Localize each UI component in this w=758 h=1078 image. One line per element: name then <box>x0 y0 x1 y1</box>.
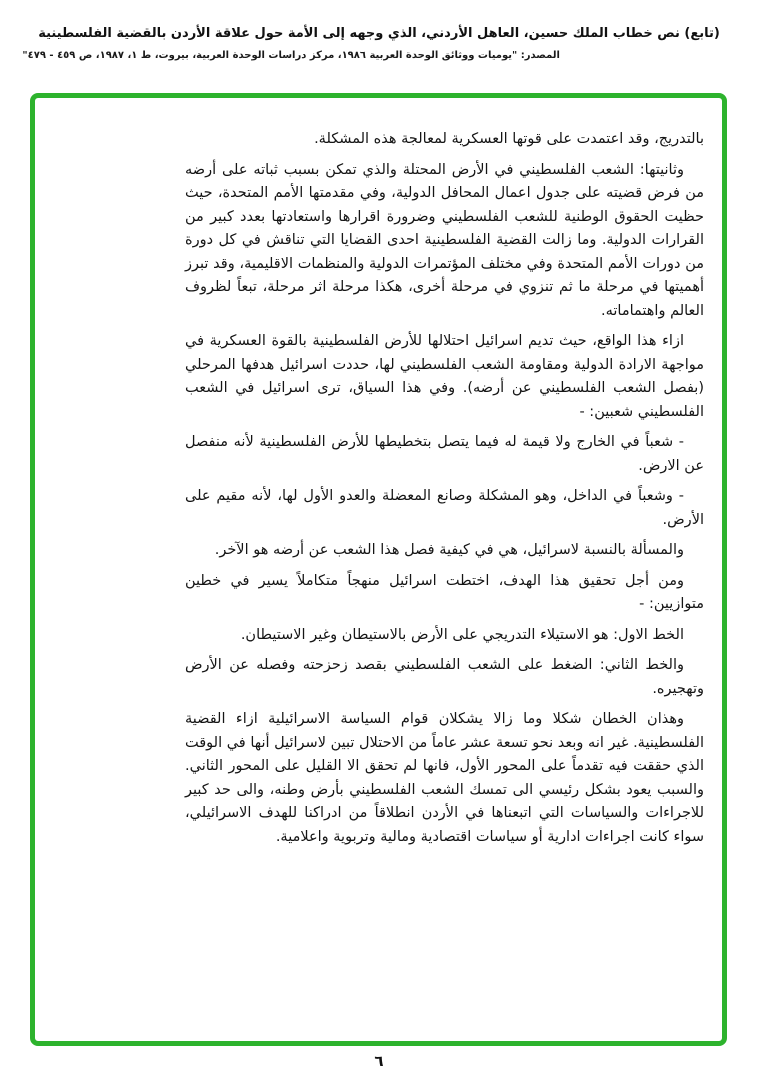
paragraph: الخط الاول: هو الاستيلاء التدريجي على الأرض بالاستيطان وغير الاستيطان. <box>240 626 684 643</box>
paragraph: وثانيتها: الشعب الفلسطيني في الأرض المحتلة والذي تمكن بسبب ثباته على أرضه من فرض قضيته على جدول اعمال المحافل الدولية، وفي مقدمتها الأمم المتحدة، حيث حظيت الحقوق الوطنية للشعب الفلسطيني وضرورة اقرارها واستعادتها بعدد كبير من القرارات الدولية. وما زالت القضية الفلسطينية احدى القضايا التي تناقش في كل دورة من دورات الأمم المتحدة وفي مختلف المؤتمرات الدولية والمنظمات الاقليمية، وقد تبرز أهميتها في مرحلة ما ثم تنزوي في مرحلة أخرى، هكذا مرحلة اثر مرحلة، تبعاً لظروف العالم واهتماماته. <box>185 161 704 319</box>
document-title: (تابع) نص خطاب الملك حسين، العاهل الأردني، الذي وجهه إلى الأمة حول علاقة الأردن بالقضية الفلسطينية <box>38 26 720 41</box>
paragraph: والمسألة بالنسبة لاسرائيل، هي في كيفية فصل هذا الشعب عن أرضه هو الآخر. <box>214 542 684 558</box>
source-citation: المصدر: "يوميات ووثائق الوحدة العربية ١٩٨٦، مركز دراسات الوحدة العربية، بيروت، ط ١، ١٩٨٧، ص ٤٥٩ - ٤٧٩" <box>22 50 560 61</box>
paragraph-list-item: - شعباً في الخارج ولا قيمة له فيما يتصل بتخطيطها للأرض الفلسطينية لأنه منفصل عن الارض. <box>185 434 704 474</box>
page-header <box>0 0 758 61</box>
paragraph-continuation: بالتدريج، وقد اعتمدت على قوتها العسكرية لمعالجة هذه المشكلة. <box>314 131 704 147</box>
content-border-box <box>30 93 727 1046</box>
body-text <box>35 98 722 849</box>
page-footer <box>0 1052 758 1070</box>
paragraph: ازاء هذا الواقع، حيث تديم اسرائيل احتلالها للأرض الفلسطينية بالقوة العسكرية في مواجهة الارادة الدولية ومقاومة الشعب الفلسطيني لها، حددت اسرائيل هدفها المرحلي (بفصل الشعب الفلسطيني عن أرضه). وفي هذا السياق، ترى اسرائيل في الشعب الفلسطيني شعبين: - <box>185 333 704 420</box>
paragraph-list-item: - وشعباً في الداخل، وهو المشكلة وصانع المعضلة والعدو الأول لها، لأنه مقيم على الأرض. <box>185 488 704 528</box>
page-number: ٦ <box>374 1052 384 1070</box>
paragraph: ومن أجل تحقيق هذا الهدف، اختطت اسرائيل منهجاً متكاملاً يسير في خطين متوازيين: - <box>185 572 704 612</box>
paragraph: وهذان الخطان شكلا وما زالا يشكلان قوام السياسة الاسرائيلية ازاء القضية الفلسطينية. غير انه وبعد نحو تسعة عشر عاماً من الاحتلال تبين لاسرائيل أنها في الوقت الذي حققت فيه تقدماً على المحور الأول، فانها لم تحقق الا القليل على المحور الثاني. والسبب يعود بشكل رئيسي الى تمسك الشعب الفلسطيني بأرض وطنه، والى حد كبير للاجراءات والسياسات التي اتبعناها في الأردن انطلاقاً من ادراكنا للهدف الاسرائيلي، سواء كانت اجراءات ادارية أو سياسات اقتصادية ومالية وتربوية واعلامية. <box>185 711 704 845</box>
paragraph: والخط الثاني: الضغط على الشعب الفلسطيني بقصد زحزحته وفصله عن الأرض وتهجيره. <box>185 657 704 697</box>
